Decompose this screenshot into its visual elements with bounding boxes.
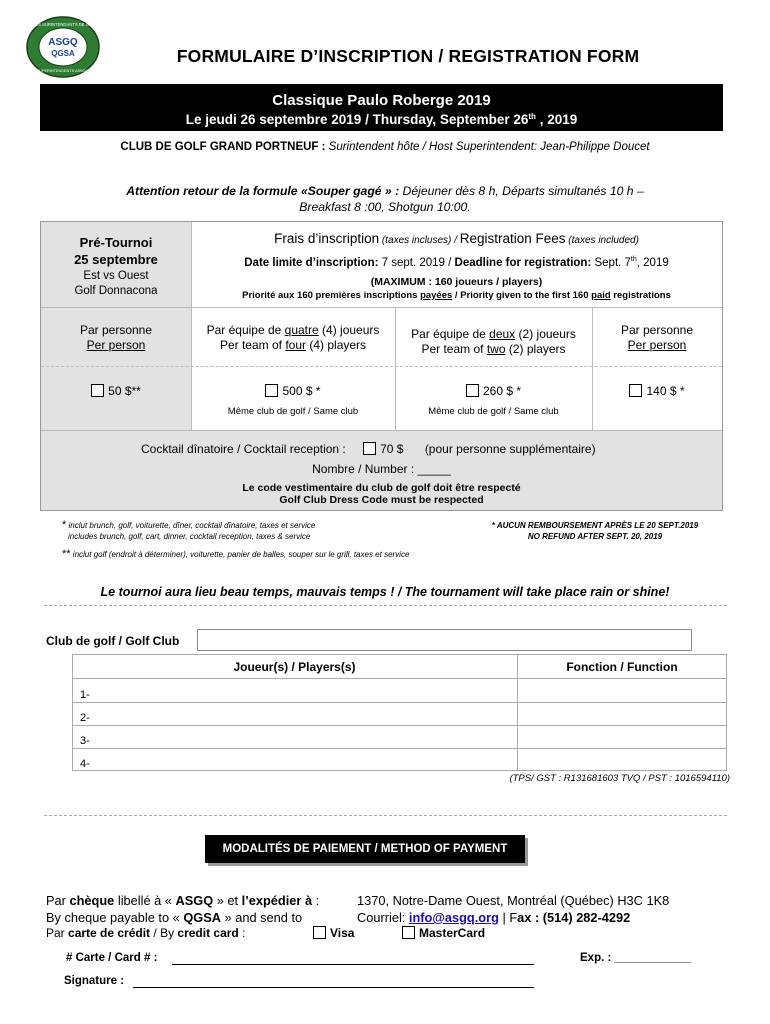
price-per-person[interactable]: 140 $ * (592, 384, 722, 398)
function-header: Fonction / Function (566, 660, 678, 674)
pay-contact: Courriel: info@asgq.org | Fax : (514) 282-4292 (357, 910, 631, 925)
cocktail-row: Cocktail dînatoire / Cocktail reception : 70 $ (pour personne supplémentaire) (141, 442, 596, 456)
payment-banner: MODALITÉS DE PAIEMENT / METHOD OF PAYMENT (205, 835, 525, 863)
deadline-line: Date limite d’inscription: 7 sept. 2019 / Deadline for registration: Sept. 7th, 2019 (244, 256, 669, 269)
event-banner (40, 84, 723, 131)
note-same-club-four: Même club de golf / Same club (227, 406, 359, 417)
pay-address: 1370, Notre-Dame Ouest, Montréal (Québec) H3C 1K8 (357, 893, 670, 908)
signature-label: Signature : (64, 975, 125, 987)
fees-table (40, 221, 723, 511)
players-header: Joueur(s) / Players(s) (233, 660, 356, 674)
card-number-label: # Carte / Card # : (66, 952, 158, 964)
pre-tournament: Pré-Tournoi 25 septembre Est vs Ouest Golf Donnacona (74, 235, 158, 297)
event-name: Classique Paulo Roberge 2019 (272, 92, 491, 109)
tax-numbers: (TPS/ GST : R131681603 TVQ / PST : 1016594110) (509, 773, 730, 784)
col-per-person-2: Par personne Per person (620, 323, 694, 352)
host-club-line: CLUB DE GOLF GRAND PORTNEUF : Surintendent hôte / Host Superintendent: Jean-Philippe Doucet (120, 141, 650, 153)
checkbox-cocktail[interactable] (363, 442, 376, 455)
signature-field[interactable] (133, 987, 534, 988)
price-team-two[interactable]: 260 $ * (395, 384, 592, 398)
checkbox-visa[interactable] (313, 926, 326, 939)
pay-cheque-fr: Par chèque libellé à « ASGQ » et l’expédier à : (46, 893, 320, 908)
golf-club-input[interactable] (197, 629, 692, 651)
note-same-club-two: Même club de golf / Same club (428, 406, 559, 417)
player-row-1[interactable]: 1- (80, 689, 90, 701)
note-star1: * inclut brunch, golf, voiturette, dîner, cocktail dînatoire, taxes et service includes brunch, golf, cart, dinner, cocktail reception, taxes & service (62, 519, 316, 541)
rain-or-shine: Le tournoi aura lieu beau temps, mauvais temps ! / The tournament will take place rain or shine! (100, 585, 670, 599)
price-team-four[interactable]: 500 $ * (191, 384, 395, 398)
card-number-field[interactable] (172, 964, 534, 965)
separator-1 (44, 605, 727, 606)
dress-code: Le code vestimentaire du club de golf doit être respecté Golf Club Dress Code must be respected (242, 482, 521, 506)
player-row-3[interactable]: 3- (80, 735, 90, 747)
event-date: Le jeudi 26 septembre 2019 / Thursday, September 26th , 2019 (185, 112, 578, 127)
checkbox-team-four[interactable] (265, 384, 278, 397)
visa-option[interactable]: Visa (313, 926, 354, 940)
club-field-label: Club de golf / Golf Club (46, 634, 180, 648)
fees-header: Frais d’inscription (taxes incluses) / Registration Fees (taxes included) Date limite d’inscription: 7 sept. 2019 / Deadline for registration: Sept. 7th, 2019 (MAXIMUM : 160 joueurs / players) Priorité aux 160 premières inscriptions payées / Priority given to the first 160 paid registrations (191, 230, 722, 302)
player-row-2[interactable]: 2- (80, 712, 90, 724)
checkbox-mastercard[interactable] (402, 926, 415, 939)
pay-cheque-en: By cheque payable to « QGSA » and send to (46, 910, 303, 925)
logo-qgsa: QGSA (51, 49, 75, 58)
player-row-4[interactable]: 4- (80, 758, 90, 770)
form-title: FORMULAIRE D’INSCRIPTION / REGISTRATION FORM (176, 46, 640, 66)
pay-credit-card: Par carte de crédit / By credit card : (46, 926, 246, 940)
mastercard-option[interactable]: MasterCard (402, 926, 485, 940)
separator-2 (44, 815, 727, 816)
players-table (72, 654, 727, 771)
price-pre-tournament[interactable]: 50 $** (41, 384, 191, 398)
col-team-four: Par équipe de quatre (4) joueurs Per team of four (4) players (206, 323, 380, 352)
col-team-two: Par équipe de deux (2) joueurs Per team of two (2) players (411, 327, 576, 356)
note-refund: * AUCUN REMBOURSEMENT APRÈS LE 20 SEPT.2019 NO REFUND AFTER SEPT. 20, 2019 (491, 521, 699, 541)
attention-notice: Attention retour de la formule «Souper gagé » : Déjeuner dès 8 h, Départs simultanés 10 h – Breakfast 8 :00, Shotgun 10:00. (126, 184, 644, 214)
logo-bottom-text: GOLF SUPERINTENDENTS ASSOCIATION (25, 69, 101, 73)
logo-top-text: ASSOCIATION DES SURINTENDANTS DE GOLF DU QUÉBEC (2, 22, 124, 27)
email-link[interactable]: info@asgq.org (408, 910, 499, 925)
cocktail-number[interactable]: Nombre / Number : _____ (312, 462, 451, 476)
note-star2: ** inclut golf (endroit à déterminer), voiturette, panier de balles, souper sur le grill, taxes et service (62, 548, 410, 560)
checkbox-per-person[interactable] (629, 384, 642, 397)
logo-asgq: ASGQ (48, 37, 78, 48)
checkbox-pre-tournament[interactable] (91, 384, 104, 397)
expiry-field[interactable]: Exp. : ____________ (580, 952, 692, 964)
checkbox-team-two[interactable] (466, 384, 479, 397)
col-per-person-1: Par personne Per person (79, 323, 153, 352)
